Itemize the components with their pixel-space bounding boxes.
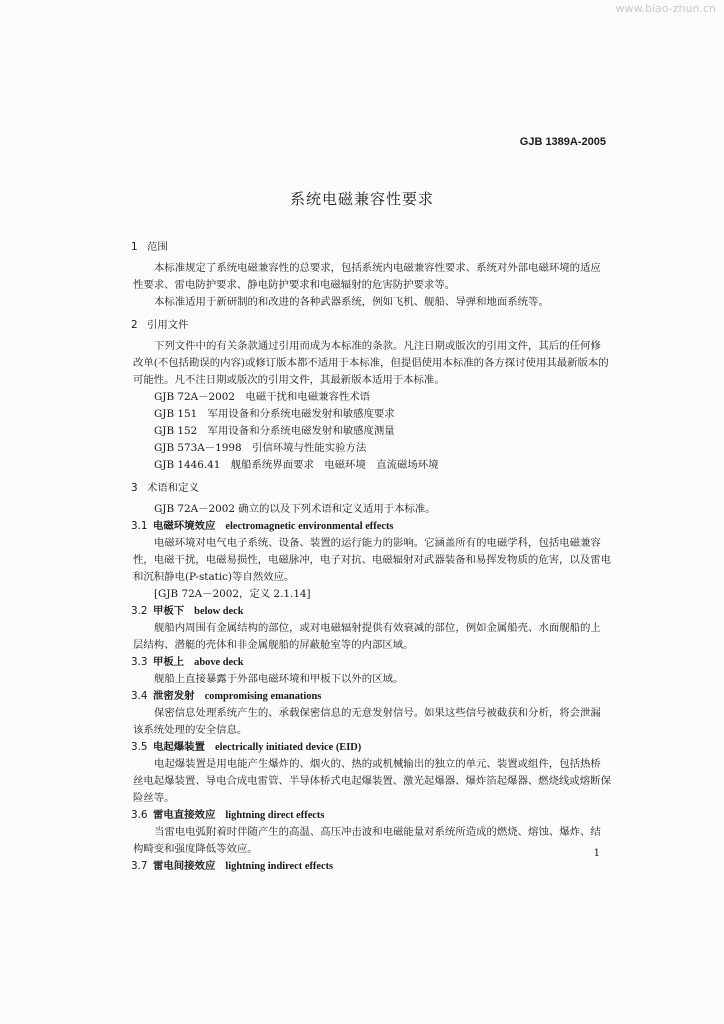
document-number: GJB 1389A-2005 (519, 136, 606, 148)
document-body (133, 233, 611, 875)
term-heading: 3.3 甲板上 above deck (131, 656, 244, 668)
term-definition: 舰船上直接暴露于外部电磁环境和甲板下以外的区域。 (154, 673, 404, 685)
term-heading: 3.2 甲板下 below deck (131, 605, 244, 617)
reference-item: GJB 152 军用设备和分系统电磁发射和敏感度测量 (154, 425, 395, 437)
reference-item: GJB 573A－1998 引信环境与性能实验方法 (154, 442, 367, 454)
term-heading: 3.7 雷电间接效应 lightning indirect effects (131, 860, 334, 872)
term-definition: 当雷电电弧附着时伴随产生的高温、高压冲击波和电磁能量对系统所造成的燃烧、熔蚀、爆炸、结构畸变和强度降低等效应。 (133, 826, 601, 855)
term-source: [GJB 72A－2002，定义 2.1.14] (154, 588, 311, 600)
reference-item: GJB 1446.41 舰船系统界面要求 电磁环境 直流磁场环境 (154, 459, 439, 471)
term-definition: 保密信息处理系统产生的、承载保密信息的无意发射信号。如果这些信号被截获和分析，将会泄漏该系统处理的安全信息。 (133, 707, 601, 736)
term-heading: 3.5 电起爆装置 electrically initiated device (EID) (131, 741, 362, 753)
watermark-text: www.biao-zhun.cn (615, 2, 716, 15)
page-title: 系统电磁兼容性要求 (289, 190, 434, 208)
term-definition: 电磁环境对电气电子系统、设备、装置的运行能力的影响。它涵盖所有的电磁学科，包括电磁兼容性，电磁干扰，电磁易损性，电磁脉冲，电子对抗、电磁辐射对武器装备和易挥发物质的危害，以及雷电和沉积静电(P-static)等自然效应。 (133, 537, 611, 583)
section-2-heading: 2 引用文件 (131, 319, 189, 331)
section-1-paragraph: 本标准规定了系统电磁兼容性的总要求，包括系统内电磁兼容性要求、系统对外部电磁环境的适应性要求、雷电防护要求、静电防护要求和电磁辐射的危害防护要求等。 (133, 262, 601, 291)
term-heading: 3.4 泄密发射 compromising emanations (131, 690, 322, 702)
section-1-paragraph: 本标准适用于新研制的和改进的各种武器系统，例如飞机、舰船、导弹和地面系统等。 (154, 296, 549, 308)
section-1-heading: 1 范围 (131, 241, 168, 253)
term-heading: 3.1 电磁环境效应 electromagnetic environmental effects (131, 520, 394, 532)
reference-item: GJB 72A－2002 电磁干扰和电磁兼容性术语 (154, 391, 371, 403)
reference-item: GJB 151 军用设备和分系统电磁发射和敏感度要求 (154, 408, 395, 420)
section-3-heading: 3 术语和定义 (131, 482, 199, 494)
section-2-paragraph: 下列文件中的有关条款通过引用而成为本标准的条款。凡注日期或版次的引用文件，其后的任何修改单(不包括勘误的内容)或修订版本都不适用于本标准，但提倡使用本标准的各方探讨使用其最新版本的可能性。凡不注日期或版次的引用文件，其最新版本适用于本标准。 (133, 340, 609, 386)
term-definition: 舰船内周围有金属结构的部位，或对电磁辐射提供有效衰减的部位，例如金属船壳、水面舰船的上层结构、潜艇的壳体和非金属舰船的屏蔽舱室等的内部区域。 (133, 622, 601, 651)
term-heading: 3.6 雷电直接效应 lightning direct effects (131, 809, 325, 821)
term-definition: 电起爆装置是用电能产生爆炸的、烟火的、热的或机械输出的独立的单元、装置或组件，包括热桥丝电起爆装置、导电合成电雷管、半导体桥式电起爆装置、激光起爆器、爆炸箔起爆器、燃烧线或熔断保险丝等。 (133, 758, 611, 804)
page-number: 1 (593, 848, 600, 859)
section-3-intro: GJB 72A－2002 确立的以及下列术语和定义适用于本标准。 (154, 503, 436, 515)
